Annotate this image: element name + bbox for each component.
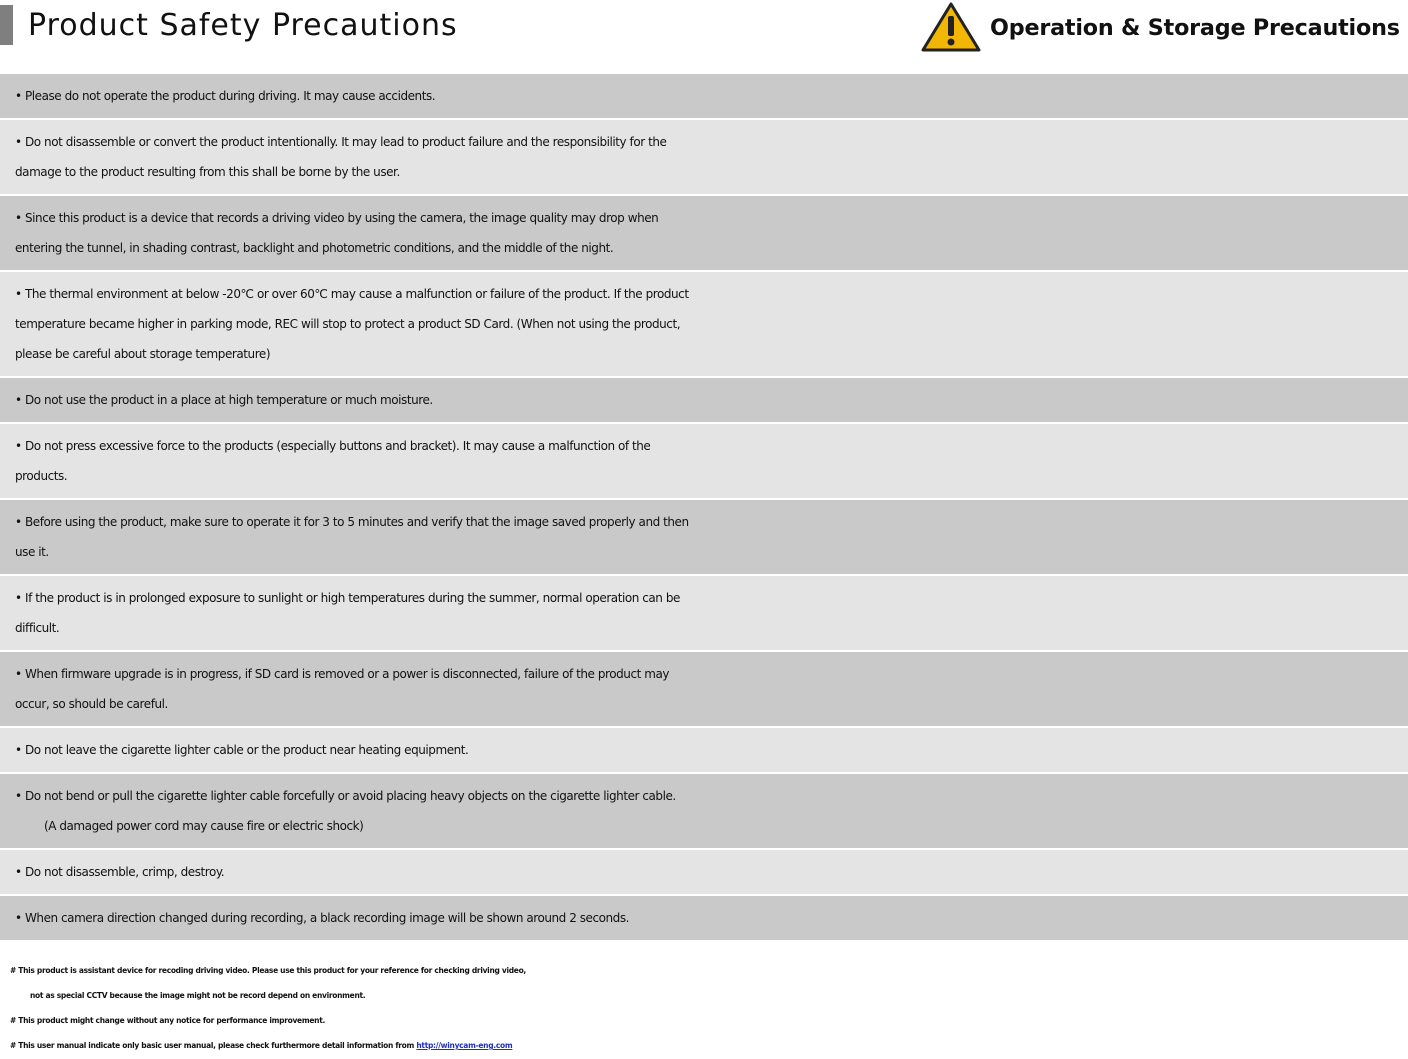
page-title: Product Safety Precautions [28, 8, 458, 43]
precaution-text: temperature became higher in parking mode, REC will stop to protect a product SD Card. (When not using the product, [15, 317, 681, 331]
precaution-row [0, 728, 1408, 774]
precaution-row [0, 774, 1408, 850]
note-line: not as special CCTV because the image might not be record depend on environment. [30, 991, 366, 1000]
precaution-row [0, 896, 1408, 942]
website-link[interactable]: http://winycam-eng.com [416, 1041, 513, 1050]
section-subtitle: Operation & Storage Precautions [990, 15, 1400, 41]
precaution-text: • Do not use the product in a place at high temperature or much moisture. [15, 393, 433, 407]
precaution-text: • If the product is in prolonged exposure to sunlight or high temperatures during the summer, normal operation can be [15, 591, 680, 605]
note-line [10, 1033, 1400, 1058]
precaution-text: entering the tunnel, in shading contrast, backlight and photometric conditions, and the middle of the night. [15, 241, 614, 255]
precaution-text: • Please do not operate the product during driving. It may cause accidents. [15, 89, 436, 103]
precaution-text: (A damaged power cord may cause fire or electric shock) [44, 819, 364, 833]
precaution-row [0, 74, 1408, 120]
precaution-text: damage to the product resulting from this shall be borne by the user. [15, 165, 400, 179]
precaution-text: • Do not disassemble, crimp, destroy. [15, 865, 225, 879]
precautions-list [0, 74, 1408, 942]
precaution-row [0, 652, 1408, 728]
note-text: # This user manual indicate only basic user manual, please check furthermore detail information from [10, 1041, 417, 1050]
precaution-text: • When firmware upgrade is in progress, if SD card is removed or a power is disconnected, failure of the product may [15, 667, 670, 681]
precaution-row [0, 850, 1408, 896]
precaution-text: please be careful about storage temperature) [15, 347, 271, 361]
precaution-row [0, 500, 1408, 576]
precaution-text: use it. [15, 545, 49, 559]
precaution-text: difficult. [15, 621, 60, 635]
footnotes [10, 958, 1400, 1058]
precaution-row [0, 424, 1408, 500]
precaution-text: • Do not press excessive force to the products (especially buttons and bracket). It may cause a malfunction of the [15, 439, 651, 453]
warning-icon [920, 1, 982, 53]
page-header [0, 0, 1408, 70]
precaution-row [0, 120, 1408, 196]
precaution-text: products. [15, 469, 68, 483]
note-line: # This product might change without any notice for performance improvement. [10, 1016, 326, 1025]
note-line: # This product is assistant device for recoding driving video. Please use this product for your reference for checking driving video, [10, 966, 526, 975]
precaution-text: • Before using the product, make sure to operate it for 3 to 5 minutes and verify that the image saved properly and then [15, 515, 689, 529]
precaution-text: • Since this product is a device that records a driving video by using the camera, the image quality may drop when [15, 211, 659, 225]
precaution-text: • When camera direction changed during recording, a black recording image will be shown around 2 seconds. [15, 911, 630, 925]
precaution-text: • The thermal environment at below -20℃ or over 60℃ may cause a malfunction or failure of the product. If the product [15, 287, 689, 301]
precaution-text: • Do not disassemble or convert the product intentionally. It may lead to product failure and the responsibility for the [15, 135, 667, 149]
precaution-text: • Do not leave the cigarette lighter cable or the product near heating equipment. [15, 743, 469, 757]
precaution-text: occur, so should be careful. [15, 697, 168, 711]
precaution-row [0, 272, 1408, 378]
header-accent-bar [0, 5, 13, 45]
precaution-row [0, 196, 1408, 272]
precaution-row [0, 576, 1408, 652]
precaution-text: • Do not bend or pull the cigarette lighter cable forcefully or avoid placing heavy objects on the cigarette lighter cable. [15, 789, 676, 803]
precaution-row [0, 378, 1408, 424]
